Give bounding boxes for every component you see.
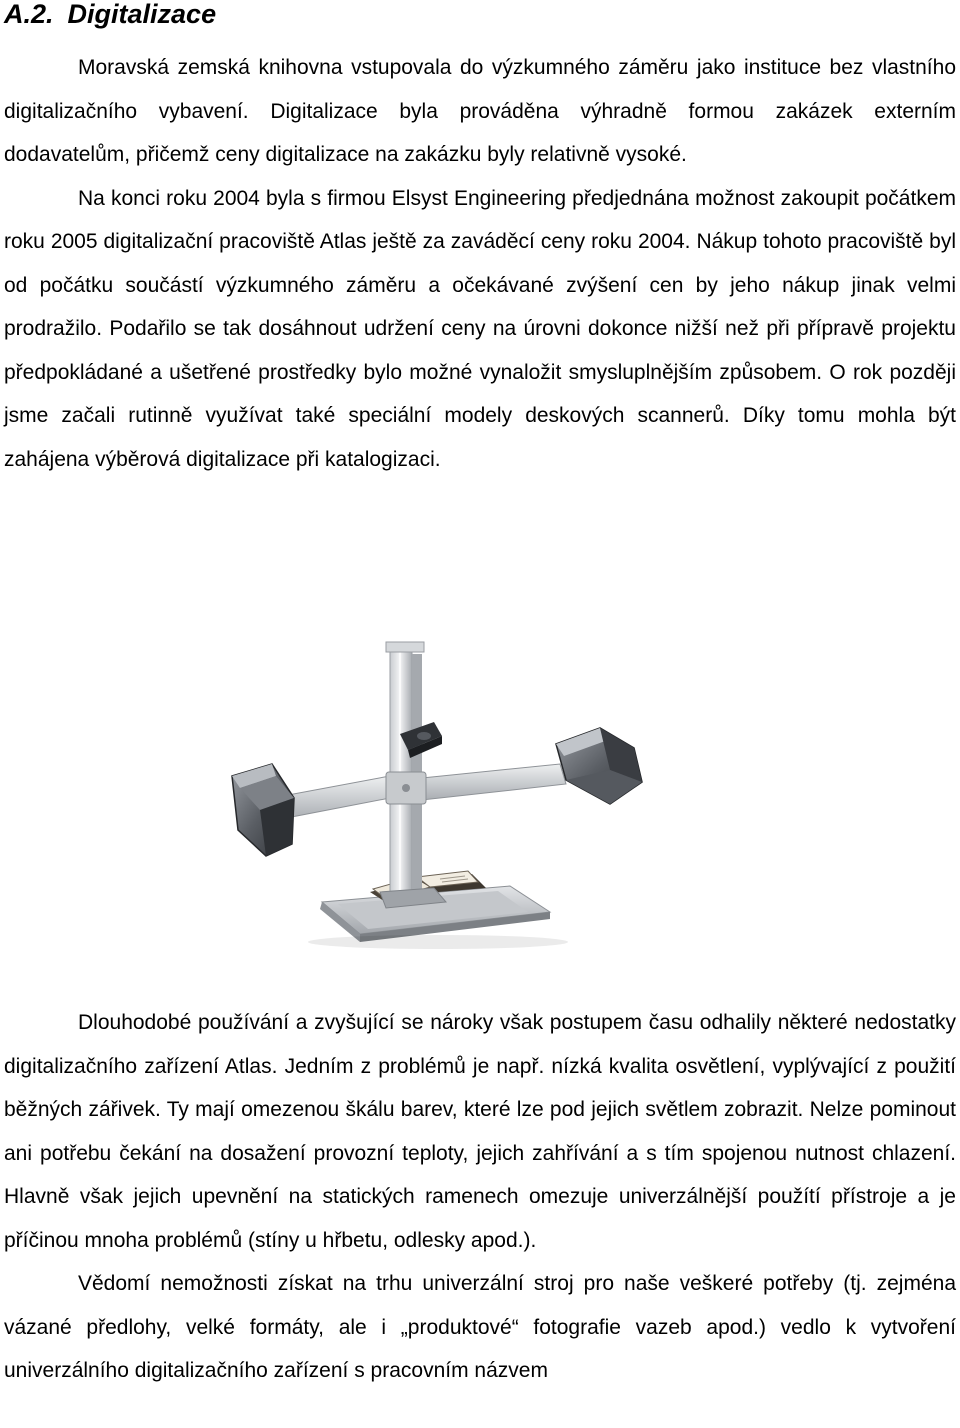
body-text-bottom bbox=[4, 1001, 956, 1393]
paragraph: Dlouhodobé používání a zvyšující se nároky však postupem času odhalily některé nedostatky digitalizačního zařízení Atlas. Jedním z problémů je např. nízká kvalita osvětlení, vyplývající z použití běžných zářivek. Ty mají omezenou škálu barev, které lze pod jejich světlem zobrazit. Nelze pominout ani potřebu čekání na dosažení provozní teploty, jejich zahřívání a s tím spojenou nutnost chlazení. Hlavně však jejich upevnění na statických ramenech omezuje univerzálnější použítí přístroje a je příčinou mnoha problémů (stíny u hřbetu, odlesky apod.). bbox=[4, 1011, 956, 1252]
paragraph: Moravská zemská knihovna vstupovala do výzkumného záměru jako instituce bez vlastního digitalizačního vybavení. Digitalizace byla prováděna výhradně formou zakázek externím dodavatelům, přičemž ceny digitalizace na zakázku byly relativně vysoké. bbox=[4, 56, 956, 166]
section-number: A.2. bbox=[4, 0, 54, 29]
section-title: Digitalizace bbox=[67, 0, 217, 29]
book-scanner-stand-illustration bbox=[210, 630, 670, 960]
paragraph: Na konci roku 2004 byla s firmou Elsyst Engineering předjednána možnost zakoupit počátkem roku 2005 digitalizační pracoviště Atlas ještě za zaváděcí ceny roku 2004. Nákup tohoto pracoviště byl od počátku součástí výzkumného záměru a očekávané zvýšení cen by jeho nákup jinak velmi prodražilo. Podařilo se tak dosáhnout udržení ceny na úrovni dokonce nižší než při přípravě projektu předpokládané a ušetřené prostředky bylo možné vynaložit smysluplnějším způsobem. O rok později jsme začali rutinně využívat také speciální modely deskových scannerů. Díky tomu mohla být zahájena výběrová digitalizace při katalogizaci. bbox=[4, 186, 956, 471]
paragraph: Vědomí nemožnosti získat na trhu univerzální stroj pro naše veškeré potřeby (tj. zejména vázané předlohy, velké formáty, ale i „produktové“ fotografie vazeb apod.) vedlo k vytvoření univerzálního digitalizačního zařízení s pracovním názvem bbox=[4, 1272, 956, 1382]
section-heading bbox=[4, 0, 216, 34]
body-text-top bbox=[4, 46, 956, 481]
scanner-figure bbox=[210, 630, 670, 960]
